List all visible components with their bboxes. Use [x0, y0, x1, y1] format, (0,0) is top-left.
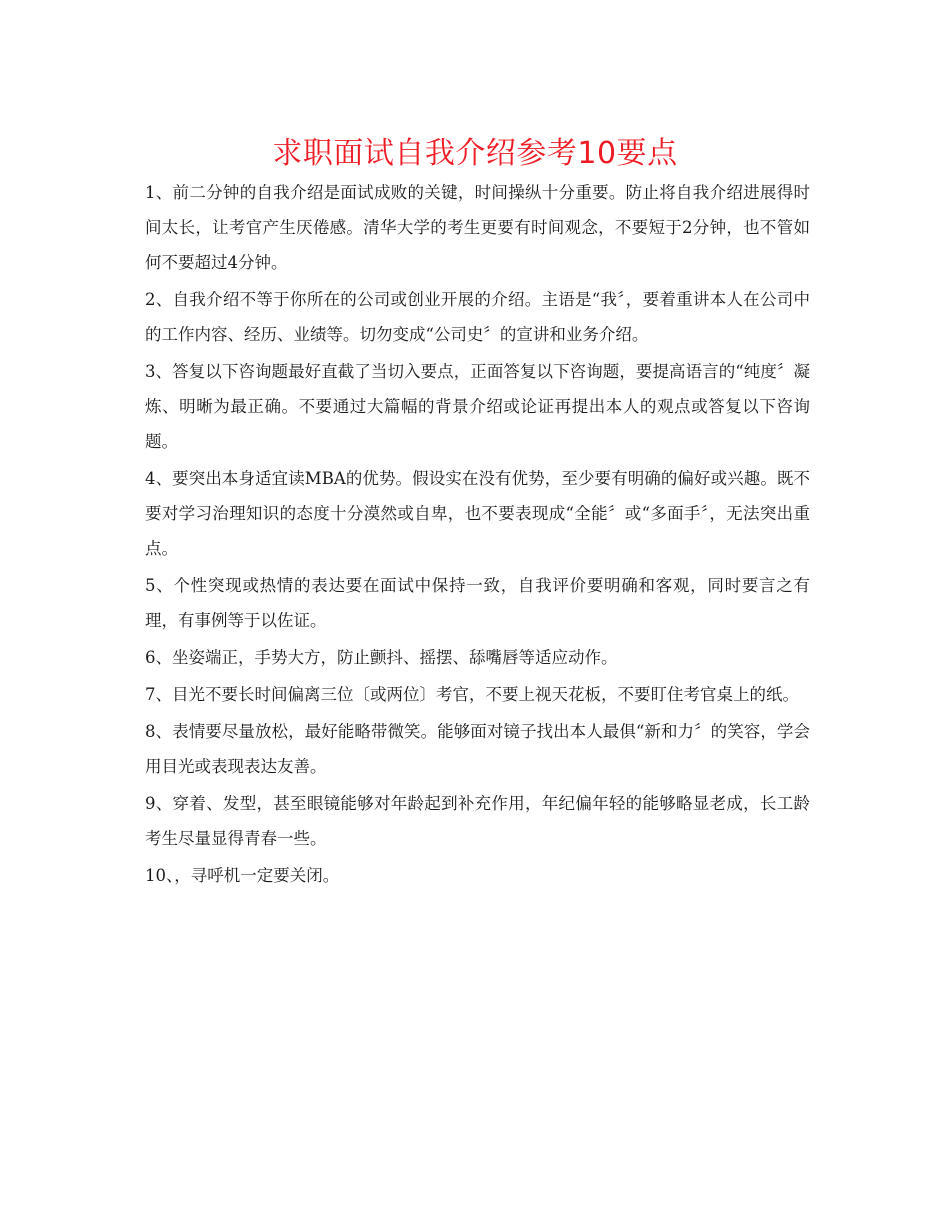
paragraph-3: 3、答复以下咨询题最好直截了当切入要点，正面答复以下咨询题，要提高语言的“纯度〞凝炼、明晰为最正确。不要通过大篇幅的背景介绍或论证再提出本人的观点或答复以下咨询题。: [145, 362, 810, 451]
paragraph-7: 7、目光不要长时间偏离三位〔或两位〕考官，不要上视天花板，不要盯住考官桌上的纸。: [145, 685, 799, 704]
paragraph-4: 4、要突出本身适宜读MBA的优势。假设实在没有优势，至少要有明确的偏好或兴趣。既不要对学习治理知识的态度十分漠然或自卑，也不要表现成“全能〞或“多面手〞，无法突出重点。: [145, 469, 810, 558]
paragraph-6: 6、坐姿端正，手势大方，防止颤抖、摇摆、舔嘴唇等适应动作。: [145, 648, 618, 667]
paragraph-1: 1、前二分钟的自我介绍是面试成败的关键，时间操纵十分重要。防止将自我介绍进展得时间太长，让考官产生厌倦感。清华大学的考生更要有时间观念，不要短于2分钟，也不管如何不要超过4分钟。: [145, 183, 810, 272]
paragraph-2: 2、自我介绍不等于你所在的公司或创业开展的介绍。主语是“我〞，要着重讲本人在公司中的工作内容、经历、业绩等。切勿变成“公司史〞的宣讲和业务介绍。: [145, 290, 810, 344]
document-title: 求职面试自我介绍参考10要点: [272, 136, 678, 171]
paragraph-5: 5、个性突现或热情的表达要在面试中保持一致，自我评价要明确和客观，同时要言之有理，有事例等于以佐证。: [145, 576, 810, 630]
paragraph-8: 8、表情要尽量放松，最好能略带微笑。能够面对镜子找出本人最俱“新和力〞的笑容，学会用目光或表现表达友善。: [145, 722, 810, 776]
paragraph-10: 10、，寻呼机一定要关闭。: [145, 866, 340, 885]
paragraph-9: 9、穿着、发型，甚至眼镜能够对年龄起到补充作用，年纪偏年轻的能够略显老成，长工龄考生尽量显得青春一些。: [145, 794, 810, 848]
document-body: [145, 175, 810, 895]
